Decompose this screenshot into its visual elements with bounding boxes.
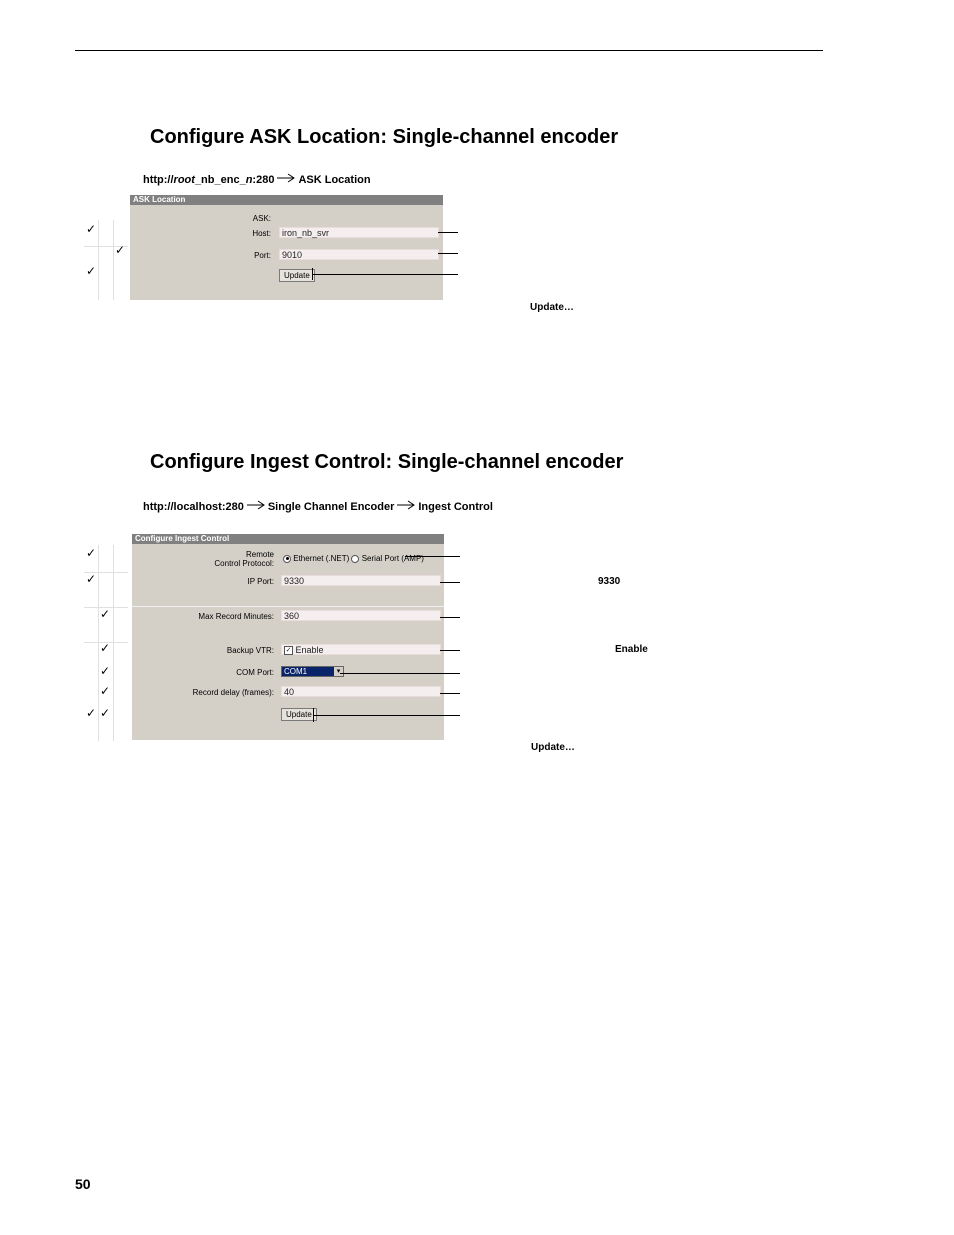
- grid-line: [98, 220, 99, 300]
- check-icon: ✓: [100, 684, 111, 698]
- url-root: root: [173, 173, 195, 186]
- grid-line: [113, 545, 114, 741]
- com-port-label: COM Port:: [236, 668, 274, 677]
- remote-label-line2: Control Protocol:: [214, 559, 274, 568]
- callout-line-max-record: [440, 617, 460, 618]
- url-target: ASK Location: [298, 173, 371, 186]
- section2-url-path: [143, 500, 493, 513]
- callout-line-com-port: [340, 673, 460, 674]
- url-prefix: http://: [143, 173, 174, 186]
- check-icon: ✓: [115, 243, 126, 257]
- url-suffix: :280: [252, 173, 275, 186]
- divider: [132, 606, 444, 607]
- ask-location-window: [130, 195, 443, 300]
- callout-tick: [312, 268, 313, 280]
- section2-heading: Configure Ingest Control: Single-channel encoder: [150, 451, 624, 473]
- record-delay-input[interactable]: 40: [281, 686, 441, 697]
- note-ip-port: 9330: [598, 576, 621, 587]
- record-delay-label: Record delay (frames):: [192, 688, 274, 697]
- callout-line-ip-port: [440, 582, 460, 583]
- check-icon: ✓: [100, 607, 111, 621]
- backup-vtr-value: Enable: [295, 645, 324, 655]
- check-icon: ✓: [86, 572, 97, 586]
- ip-port-input[interactable]: 9330: [281, 575, 441, 586]
- callout-line-record-delay: [440, 693, 460, 694]
- ingest-control-window: [132, 534, 444, 740]
- ethernet-radio-label: Ethernet (.NET): [293, 554, 350, 563]
- remote-label-line1: Remote: [245, 550, 274, 559]
- top-rule: [75, 50, 823, 51]
- callout-line-backup-vtr: [440, 650, 460, 651]
- com-port-value: COM1: [284, 667, 308, 676]
- check-icon: ✓: [100, 664, 111, 678]
- update-button[interactable]: Update: [279, 269, 315, 282]
- url-base: http://localhost:280: [143, 500, 244, 513]
- serial-radio-label: Serial Port (AMP): [361, 554, 424, 563]
- max-record-label: Max Record Minutes:: [198, 612, 274, 621]
- backup-vtr-checkbox[interactable]: ✓: [285, 647, 292, 655]
- url-step2: Ingest Control: [418, 500, 493, 513]
- host-label: Host:: [252, 229, 271, 238]
- url-n: n: [245, 173, 253, 186]
- protocol-radio-group: [283, 554, 424, 563]
- check-icon: ✓: [86, 264, 97, 278]
- callout-line-host: [438, 232, 458, 233]
- serial-radio[interactable]: [351, 555, 359, 563]
- chevron-down-icon[interactable]: ▾: [334, 667, 343, 676]
- section1-url-path: [143, 173, 371, 186]
- callout-line-port: [438, 253, 458, 254]
- check-icon: ✓: [86, 546, 97, 560]
- arrow-right-icon: [246, 500, 266, 513]
- ethernet-radio[interactable]: [283, 555, 291, 563]
- note-enable: Enable: [615, 644, 648, 655]
- url-mid: _nb_enc_: [194, 173, 246, 186]
- callout-line-protocol: [405, 556, 460, 557]
- check-icon: ✓: [100, 641, 111, 655]
- ask-label: ASK:: [252, 214, 271, 223]
- window-title: ASK Location: [130, 195, 443, 205]
- window-title: Configure Ingest Control: [132, 534, 444, 544]
- callout-line-update: [314, 715, 460, 716]
- com-port-select[interactable]: [281, 666, 344, 677]
- callout-tick: [313, 708, 314, 722]
- callout-line-update: [313, 274, 458, 275]
- update-button[interactable]: Update: [281, 708, 317, 721]
- host-input[interactable]: iron_nb_svr: [279, 227, 439, 238]
- ip-port-label: IP Port:: [247, 577, 274, 586]
- check-icon: ✓: [86, 706, 97, 720]
- max-record-input[interactable]: 360: [281, 610, 441, 621]
- arrow-right-icon: [276, 173, 296, 186]
- url-step1: Single Channel Encoder: [267, 500, 395, 513]
- note-update: Update…: [530, 302, 574, 313]
- backup-vtr-label: Backup VTR:: [226, 646, 274, 655]
- grid-line: [113, 220, 114, 300]
- check-icon: ✓: [86, 222, 97, 236]
- arrow-right-icon: [396, 500, 416, 513]
- check-icon: ✓: [100, 706, 111, 720]
- page-number: 50: [75, 1176, 91, 1192]
- port-input[interactable]: 9010: [279, 249, 439, 260]
- section1-heading: Configure ASK Location: Single-channel encoder: [150, 126, 619, 148]
- backup-vtr-field: [281, 644, 441, 655]
- port-label: Port:: [254, 251, 271, 260]
- note-update: Update…: [531, 742, 575, 753]
- grid-line: [98, 545, 99, 741]
